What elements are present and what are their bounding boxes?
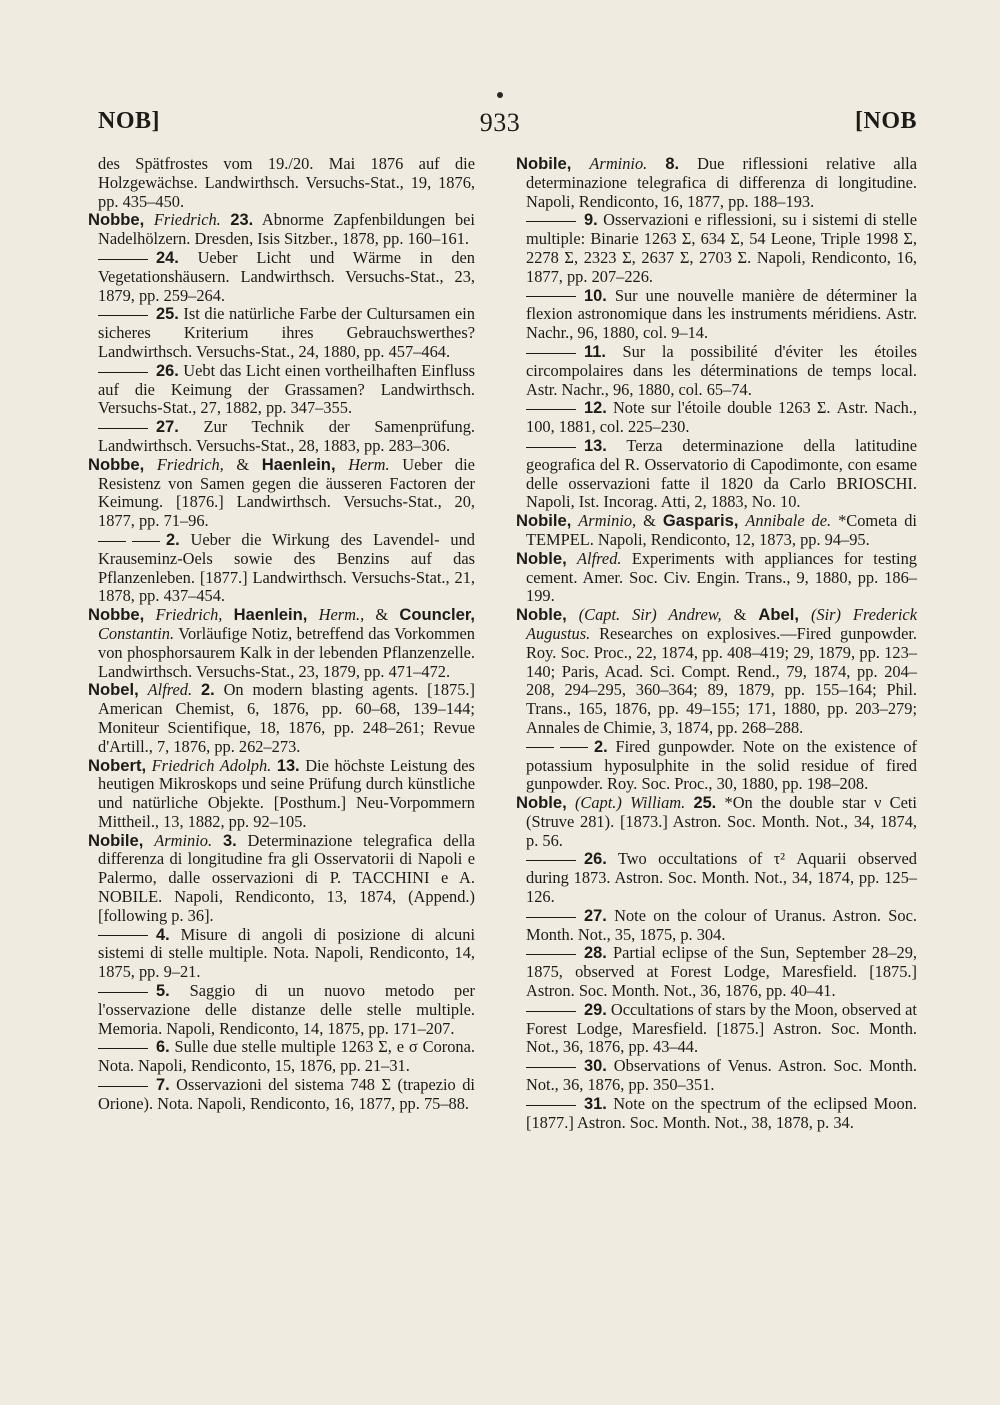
right-column: [516, 155, 917, 1132]
ditto-rule: [526, 1067, 576, 1068]
ditto-rule: [526, 1011, 576, 1012]
ditto-rule: [526, 409, 576, 410]
ditto-rule: [98, 1086, 148, 1087]
bib-entry: Nobbe, Friedrich. 23. Abnorme Zapfenbildungen bei Nadelhölzern. Dresden, Isis Sitzber., 1878, pp. 160–161.: [88, 210, 475, 249]
bib-entry: Nobbe, Friedrich, Haenlein, Herm., & Councler, Constantin. Vorläufige Notiz, betreffend das Vorkommen von phosphorsaurem Kalk in der lebenden Pflanzenzelle. Landwirthsch. Versuchs-Stat., 23, 1879, pp. 471–472.: [88, 605, 476, 681]
bib-subentry: 12. Note sur l'étoile double 1263 Σ. Astr. Nach., 100, 1881, col. 225–230.: [526, 398, 917, 437]
ditto-rule: [98, 259, 148, 260]
bib-subentry: 26. Uebt das Licht einen vortheilhaften Einfluss auf die Keimung der Grassamen? Landwirthsch. Versuchs-Stat., 27, 1882, pp. 347–355.: [98, 360, 475, 418]
page-number: 933: [479, 108, 521, 137]
bib-entry: Nobbe, Friedrich, & Haenlein, Herm. Ueber die Resistenz von Samen gegen die äusseren Factoren der Keimung. [1876.] Landwirthsch. Versuchs-Stat., 20, 1877, pp. 71–96.: [88, 454, 475, 531]
bib-subentry: 28. Partial eclipse of the Sun, September 28–29, 1875, observed at Forest Lodge, Maresfield. [1875.] Astron. Soc. Month. Not., 36, 1876, pp. 40–41.: [526, 943, 917, 1001]
bib-entry: Nobel, Alfred. 2. On modern blasting agents. [1875.] American Chemist, 6, 1876, pp. 60–68, 139–144; Moniteur Scientifique, 18, 1876, pp. 248–261; Revue d'Artill., 7, 1876, pp. 262–273.: [88, 680, 475, 756]
ditto-rule: [526, 296, 576, 297]
running-head-right: [NOB: [855, 108, 917, 134]
ditto-rule: [526, 860, 576, 861]
bib-subentry: 30. Observations of Venus. Astron. Soc. Month. Not., 36, 1876, pp. 350–351.: [526, 1056, 917, 1095]
bib-entry: Noble, (Capt.) William. 25. *On the double star ν Ceti (Struve 281). [1873.] Astron. Soc. Month. Not., 34, 1874, p. 56.: [516, 793, 917, 850]
ditto-rule: [526, 447, 576, 448]
bib-subentry: 7. Osservazioni del sistema 748 Σ (trapezio di Orione). Nota. Napoli, Rendiconto, 16, 1877, pp. 75–88.: [98, 1075, 475, 1113]
ditto-rule: [526, 353, 576, 354]
bib-subentry: 29. Occultations of stars by the Moon, observed at Forest Lodge, Maresfield. [1875.] Astron. Soc. Month. Not., 36, 1876, pp. 43–44.: [526, 999, 917, 1057]
ditto-rule: [132, 541, 160, 542]
ditto-rule: [98, 935, 148, 936]
bib-subentry: 5. Saggio di un nuovo metodo per l'osservazione delle distanze delle stelle multiple. Memoria. Napoli, Rendiconto, 14, 1875, pp. 171–207.: [98, 981, 475, 1038]
bib-subentry: 2. Fired gunpowder. Note on the existence of potassium hyposulphite in the solid residue of fired gunpowder. Roy. Soc. Proc., 30, 1880, pp. 198–208.: [526, 736, 917, 794]
bib-subentry: 27. Note on the colour of Uranus. Astron. Soc. Month. Not., 35, 1875, p. 304.: [526, 905, 917, 944]
ditto-rule: [526, 221, 576, 222]
bib-subentry: 25. Ist die natürliche Farbe der Cultursamen ein sicheres Kriterium ihres Gebrauchswerthes? Landwirthsch. Versuchs-Stat., 24, 1880, pp. 457–464.: [98, 304, 475, 361]
ink-dot: [497, 92, 503, 98]
bib-subentry: 31. Note on the spectrum of the eclipsed Moon. [1877.] Astron. Soc. Month. Not., 38, 1878, p. 34.: [526, 1093, 917, 1132]
bib-subentry: 9. Osservazioni e riflessioni, su i sistemi di stelle multiple: Binarie 1263 Σ, 634 Σ, 54 Leone, Triple 1998 Σ, 2278 Σ, 2323 Σ, 2637 Σ, 2703 Σ. Napoli, Rendiconto, 16, 1877, pp. 207–226.: [526, 210, 917, 286]
ditto-rule: [526, 747, 554, 748]
bib-subentry: 26. Two occultations of τ² Aquarii observed during 1873. Astron. Soc. Month. Not., 34, 1874, pp. 125–126.: [526, 849, 917, 907]
ditto-rule: [98, 315, 148, 316]
ditto-rule: [98, 992, 148, 993]
bib-entry: Noble, (Capt. Sir) Andrew, & Abel, (Sir) Frederick Augustus. Researches on explosives.—Fired gunpowder. Roy. Soc. Proc., 22, 1874, pp. 408–419; 29, 1879, pp. 123–140; Paris, Acad. Sci. Compt. Rend., 79, 1874, pp. 204–208, 294–295, 360–364; 89, 1879, pp. 155–164; Phil. Trans., 165, 1876, pp. 49–155; 171, 1880, pp. 203–279; Annales de Chimie, 3, 1874, pp. 268–288.: [516, 605, 917, 737]
left-column: [88, 155, 475, 1114]
bib-subentry: 24. Ueber Licht und Wärme in den Vegetationshäusern. Landwirthsch. Versuchs-Stat., 23, 1879, pp. 259–264.: [98, 247, 475, 305]
ditto-rule: [526, 954, 576, 955]
bib-subentry: 4. Misure di angoli di posizione di alcuni sistemi di stelle multiple. Nota. Napoli, Rendiconto, 14, 1875, pp. 9–21.: [98, 924, 475, 982]
bib-entry: Noble, Alfred. Experiments with appliances for testing cement. Amer. Soc. Civ. Engin. Trans., 9, 1880, pp. 186–199.: [516, 548, 917, 606]
ditto-rule: [98, 372, 148, 373]
ditto-rule: [98, 541, 126, 542]
bib-subentry: 11. Sur la possibilité d'éviter les étoiles circompolaires dans les déterminations de temps local. Astr. Nachr., 96, 1880, col. 65–74.: [526, 341, 917, 399]
bib-subentry: 2. Ueber die Wirkung des Lavendel- und Krauseminz-Oels sowie des Benzins auf das Pflanzenleben. [1877.] Landwirthsch. Versuchs-Stat., 21, 1878, pp. 437–454.: [98, 529, 476, 606]
bib-entry: Nobile, Arminio. 8. Due riflessioni relative alla determinazione telegrafica di differenza di longitudine. Napoli, Rendiconto, 16, 1877, pp. 188–193.: [516, 154, 918, 211]
bib-subentry: 13. Terza determinazione della latitudine geografica del R. Osservatorio di Capodimonte, con esame delle osservazioni fatte il 1820 da Carlo BRIOSCHI. Napoli, Ist. Incorag. Atti, 2, 1883, No. 10.: [526, 435, 917, 512]
running-head-left: NOB]: [98, 108, 160, 134]
ditto-rule: [98, 428, 148, 429]
bib-subentry: 10. Sur une nouvelle manière de déterminer la flexion astronomique dans les instruments méridiens. Astr. Nachr., 96, 1880, col. 9–14.: [526, 285, 917, 343]
ditto-rule: [98, 1048, 148, 1049]
bib-entry: Nobile, Arminio, & Gasparis, Annibale de. *Cometa di TEMPEL. Napoli, Rendiconto, 12, 1873, pp. 94–95.: [516, 511, 917, 549]
ditto-rule: [526, 917, 576, 918]
ditto-rule: [560, 747, 588, 748]
ditto-rule: [526, 1105, 576, 1106]
bib-entry: Nobert, Friedrich Adolph. 13. Die höchste Leistung des heutigen Mikroskops und seine Prüfung durch künstliche und natürliche Objekte. [Posthum.] Neu-Vorpommern Mittheil., 13, 1882, pp. 92–105.: [88, 755, 475, 831]
bib-entry: Nobile, Arminio. 3. Determinazione telegrafica della differenza di longitudine fra gli Osservatorii di Napoli e Palermo, dalle osservazioni di P. TACCHINI e A. NOBILE. Napoli, Rendiconto, 13, 1874, (Append.) [following p. 36].: [88, 830, 475, 925]
entry-continuation: des Spätfrostes vom 19./20. Mai 1876 auf die Holzgewächse. Landwirthsch. Versuchs-Stat., 19, 1876, pp. 435–450.: [98, 154, 475, 211]
bib-subentry: 27. Zur Technik der Samenprüfung. Landwirthsch. Versuchs-Stat., 28, 1883, pp. 283–306.: [98, 417, 475, 455]
bib-subentry: 6. Sulle due stelle multiple 1263 Σ, e σ Corona. Nota. Napoli, Rendiconto, 15, 1876, pp. 21–31.: [98, 1037, 475, 1076]
